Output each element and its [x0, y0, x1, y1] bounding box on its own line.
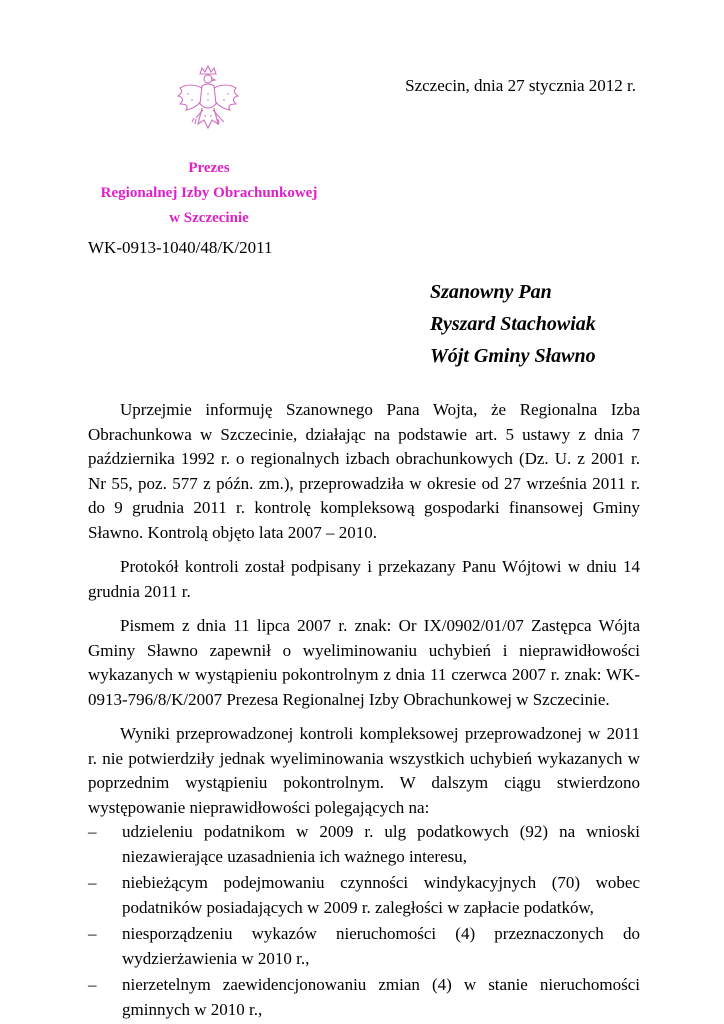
list-item: [88, 973, 640, 1022]
list-item: [88, 922, 640, 971]
list-item-text: niebieżącym podejmowaniu czynności windykacyjnych (70) wobec podatników posiadających w 2009 r. zaległości w zapłacie podatków,: [122, 873, 640, 917]
addressee-position: Wójt Gminy Sławno: [430, 345, 596, 367]
list-dash: –: [88, 975, 97, 994]
addressee-block: [430, 276, 596, 372]
body-paragraph: Protokół kontroli został podpisany i przekazany Panu Wójtowi w dniu 14 grudnia 2011 r.: [88, 557, 640, 601]
body-paragraph: Pismem z dnia 11 lipca 2007 r. znak: Or IX/0902/01/07 Zastępca Wójta Gminy Sławno zapewnił o wyeliminowaniu uchybień i nieprawidłowości wykazanych w wystąpieniu pokontrolnym z dnia 11 czerwca 2007 r. znak: WK-0913-796/8/K/2007 Prezesa Regionalnej Izby Obrachunkowej w Szczecinie.: [88, 616, 640, 709]
list-item: [88, 820, 640, 869]
addressee-salutation: Szanowny Pan: [430, 281, 552, 303]
issuer-title: Prezes: [188, 160, 230, 176]
addressee-name: Ryszard Stachowiak: [430, 313, 596, 335]
reference-number: WK-0913-1040/48/K/2011: [88, 238, 273, 257]
issuer-institution: Regionalnej Izby Obrachunkowej: [100, 185, 318, 201]
findings-list: [88, 820, 640, 1022]
eagle-emblem-icon: [172, 64, 244, 142]
body-paragraph: Wyniki przeprowadzonej kontroli kompleksowej przeprowadzonej w 2011 r. nie potwierdziły jednak wyeliminowania wszystkich uchybień wykazanych w poprzednim wystąpieniu pokontrolnym. W dalszym ciągu stwierdzono występowanie nieprawidłowości polegających na:: [88, 724, 640, 817]
issuer-block: [84, 156, 334, 231]
letter-body: [88, 398, 640, 1024]
list-item: [88, 871, 640, 920]
body-paragraph: Uprzejmie informuję Szanownego Pana Wojta, że Regionalna Izba Obrachunkowa w Szczecinie, działając na podstawie art. 5 ustawy z dnia 7 października 1992 r. o regionalnych izbach obrachunkowych (Dz. U. z 2001 r. Nr 55, poz. 577 z późn. zm.), przeprowadziła w okresie od 27 września 2011 r. do 9 grudnia 2011 r. kontrolę kompleksową gospodarki finansowej Gminy Sławno. Kontrolą objęto lata 2007 – 2010.: [88, 400, 640, 542]
list-item-text: niesporządzeniu wykazów nieruchomości (4) przeznaczonych do wydzierżawienia w 2010 r.,: [122, 924, 640, 968]
list-dash: –: [88, 873, 97, 892]
letter-date: Szczecin, dnia 27 stycznia 2012 r.: [405, 76, 636, 95]
list-dash: –: [88, 924, 97, 943]
list-item-text: nierzetelnym zaewidencjonowaniu zmian (4) w stanie nieruchomości gminnych w 2010 r.,: [122, 975, 640, 1019]
issuer-city: w Szczecinie: [169, 210, 249, 226]
list-item-text: udzieleniu podatnikom w 2009 r. ulg podatkowych (92) na wnioski niezawierające uzasadnienia ich ważnego interesu,: [122, 822, 640, 866]
list-dash: –: [88, 822, 97, 841]
